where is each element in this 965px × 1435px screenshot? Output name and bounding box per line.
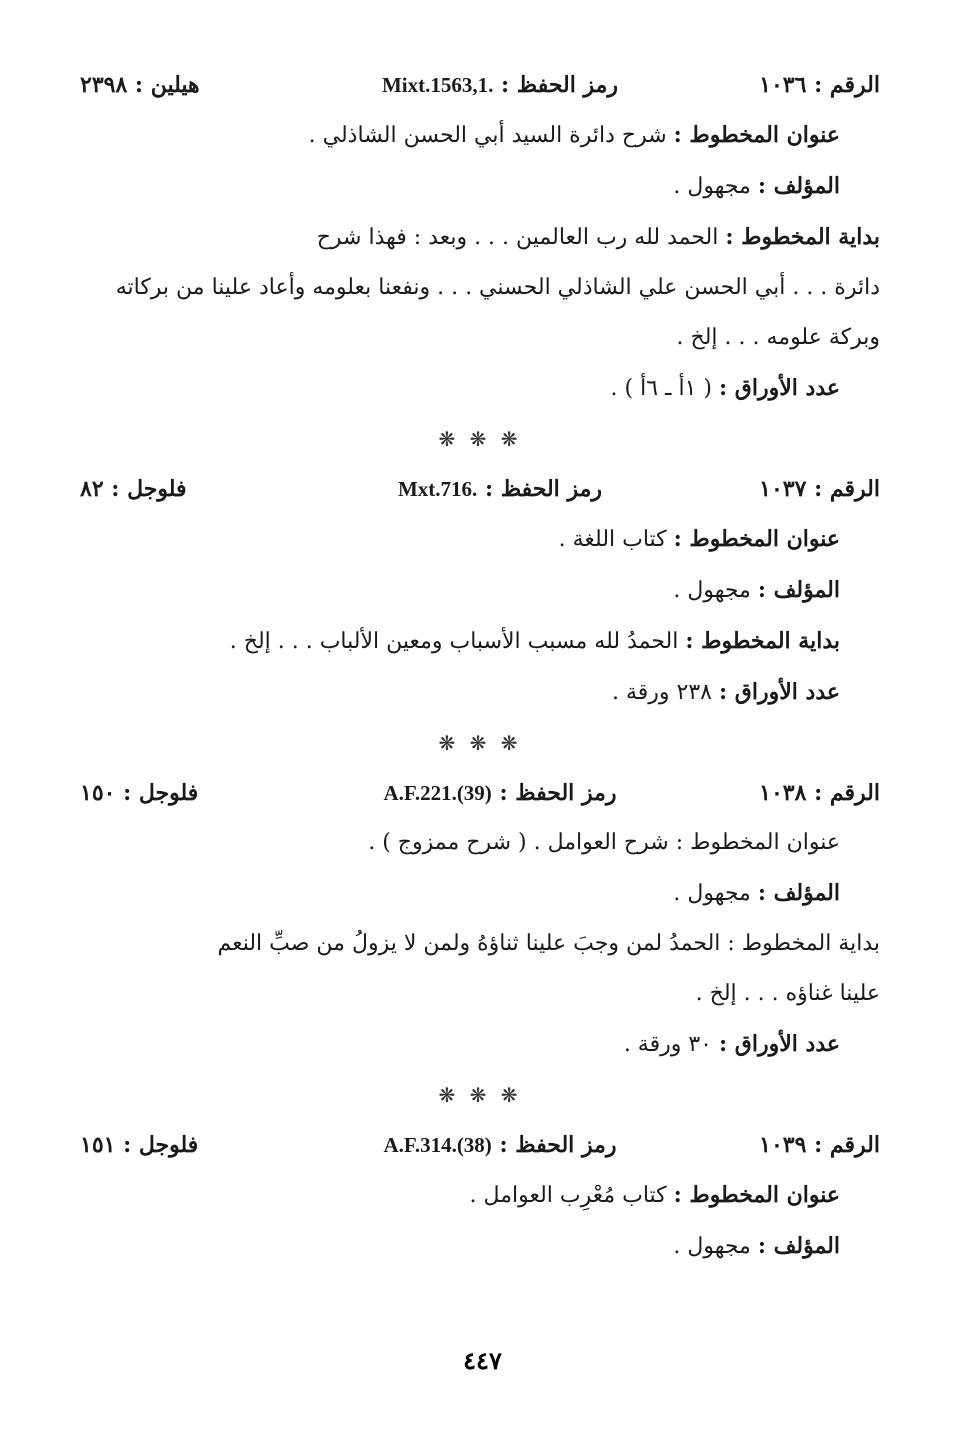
entry-separator: ❋ ❋ ❋	[438, 731, 522, 755]
catalog-reference: فلوجل : ١٥١	[80, 1132, 199, 1158]
manuscript-beginning-cont: دائرة . . . أبي الحسن علي الشاذلي الحسني . . . ونفعنا بعلومه وأعاد علينا من بركاته	[115, 275, 880, 300]
entry-number: الرقم : ١٠٣٨	[759, 780, 880, 806]
manuscript-title: عنوان المخطوط : شرح العوامل . ( شرح ممزوج ) .	[368, 830, 840, 855]
catalog-page	[80, 60, 880, 1272]
manuscript-author: المؤلف : مجهول .	[673, 577, 840, 603]
folio-count: عدد الأوراق : ٢٣٨ ورقة .	[612, 679, 840, 705]
entry-1038	[80, 768, 880, 1070]
folio-count: عدد الأوراق : ٣٠ ورقة .	[623, 1031, 840, 1057]
folio-count: عدد الأوراق : ( ١أ ـ ٦أ ) .	[610, 375, 840, 401]
entry-header	[80, 60, 880, 110]
entry-separator: ❋ ❋ ❋	[438, 1083, 522, 1107]
manuscript-title: عنوان المخطوط : كتاب اللغة .	[558, 526, 840, 552]
entry-header	[80, 464, 880, 514]
manuscript-title: عنوان المخطوط : كتاب مُعْرِب العوامل .	[469, 1182, 840, 1208]
manuscript-author: المؤلف : مجهول .	[673, 880, 840, 906]
manuscript-beginning-cont: علينا غناؤه . . . إلخ .	[695, 981, 880, 1006]
manuscript-beginning-cont: وبركة علومه . . . إلخ .	[676, 325, 880, 350]
entry-1039	[80, 1120, 880, 1272]
entry-number: الرقم : ١٠٣٦	[759, 72, 880, 98]
shelf-code: رمز الحفظ : A.F.221.(39)	[383, 780, 617, 806]
page-number: ٤٤٧	[463, 1346, 502, 1375]
manuscript-beginning: بداية المخطوط : الحمدُ لله مسبب الأسباب ومعين الألباب . . . إلخ .	[229, 628, 840, 654]
entry-1037	[80, 464, 880, 718]
shelf-code: رمز الحفظ : A.F.314.(38)	[383, 1132, 617, 1158]
catalog-reference: فلوجل : ٨٢	[80, 476, 187, 502]
entry-1036	[80, 60, 880, 414]
catalog-reference: فلوجل : ١٥٠	[80, 780, 199, 806]
entry-number: الرقم : ١٠٣٧	[759, 476, 880, 502]
manuscript-author: المؤلف : مجهول .	[673, 1233, 840, 1259]
catalog-reference: هيلين : ٢٣٩٨	[80, 72, 200, 98]
entry-header	[80, 1120, 880, 1170]
entry-number: الرقم : ١٠٣٩	[759, 1132, 880, 1158]
manuscript-author: المؤلف : مجهول .	[673, 173, 840, 199]
entry-header	[80, 768, 880, 818]
manuscript-beginning: بداية المخطوط : الحمدُ لمن وجبَ علينا ثناؤهُ ولمن لا يزولُ من صبِّ النعم	[217, 931, 880, 956]
shelf-code: رمز الحفظ : Mxt.716.	[397, 476, 602, 502]
shelf-code: رمز الحفظ : Mixt.1563,1.	[381, 72, 619, 98]
manuscript-title: عنوان المخطوط : شرح دائرة السيد أبي الحسن الشاذلي .	[308, 122, 840, 148]
manuscript-beginning: بداية المخطوط : الحمد لله رب العالمين . . . وبعد : فهذا شرح	[316, 224, 880, 250]
entry-separator: ❋ ❋ ❋	[438, 427, 522, 451]
